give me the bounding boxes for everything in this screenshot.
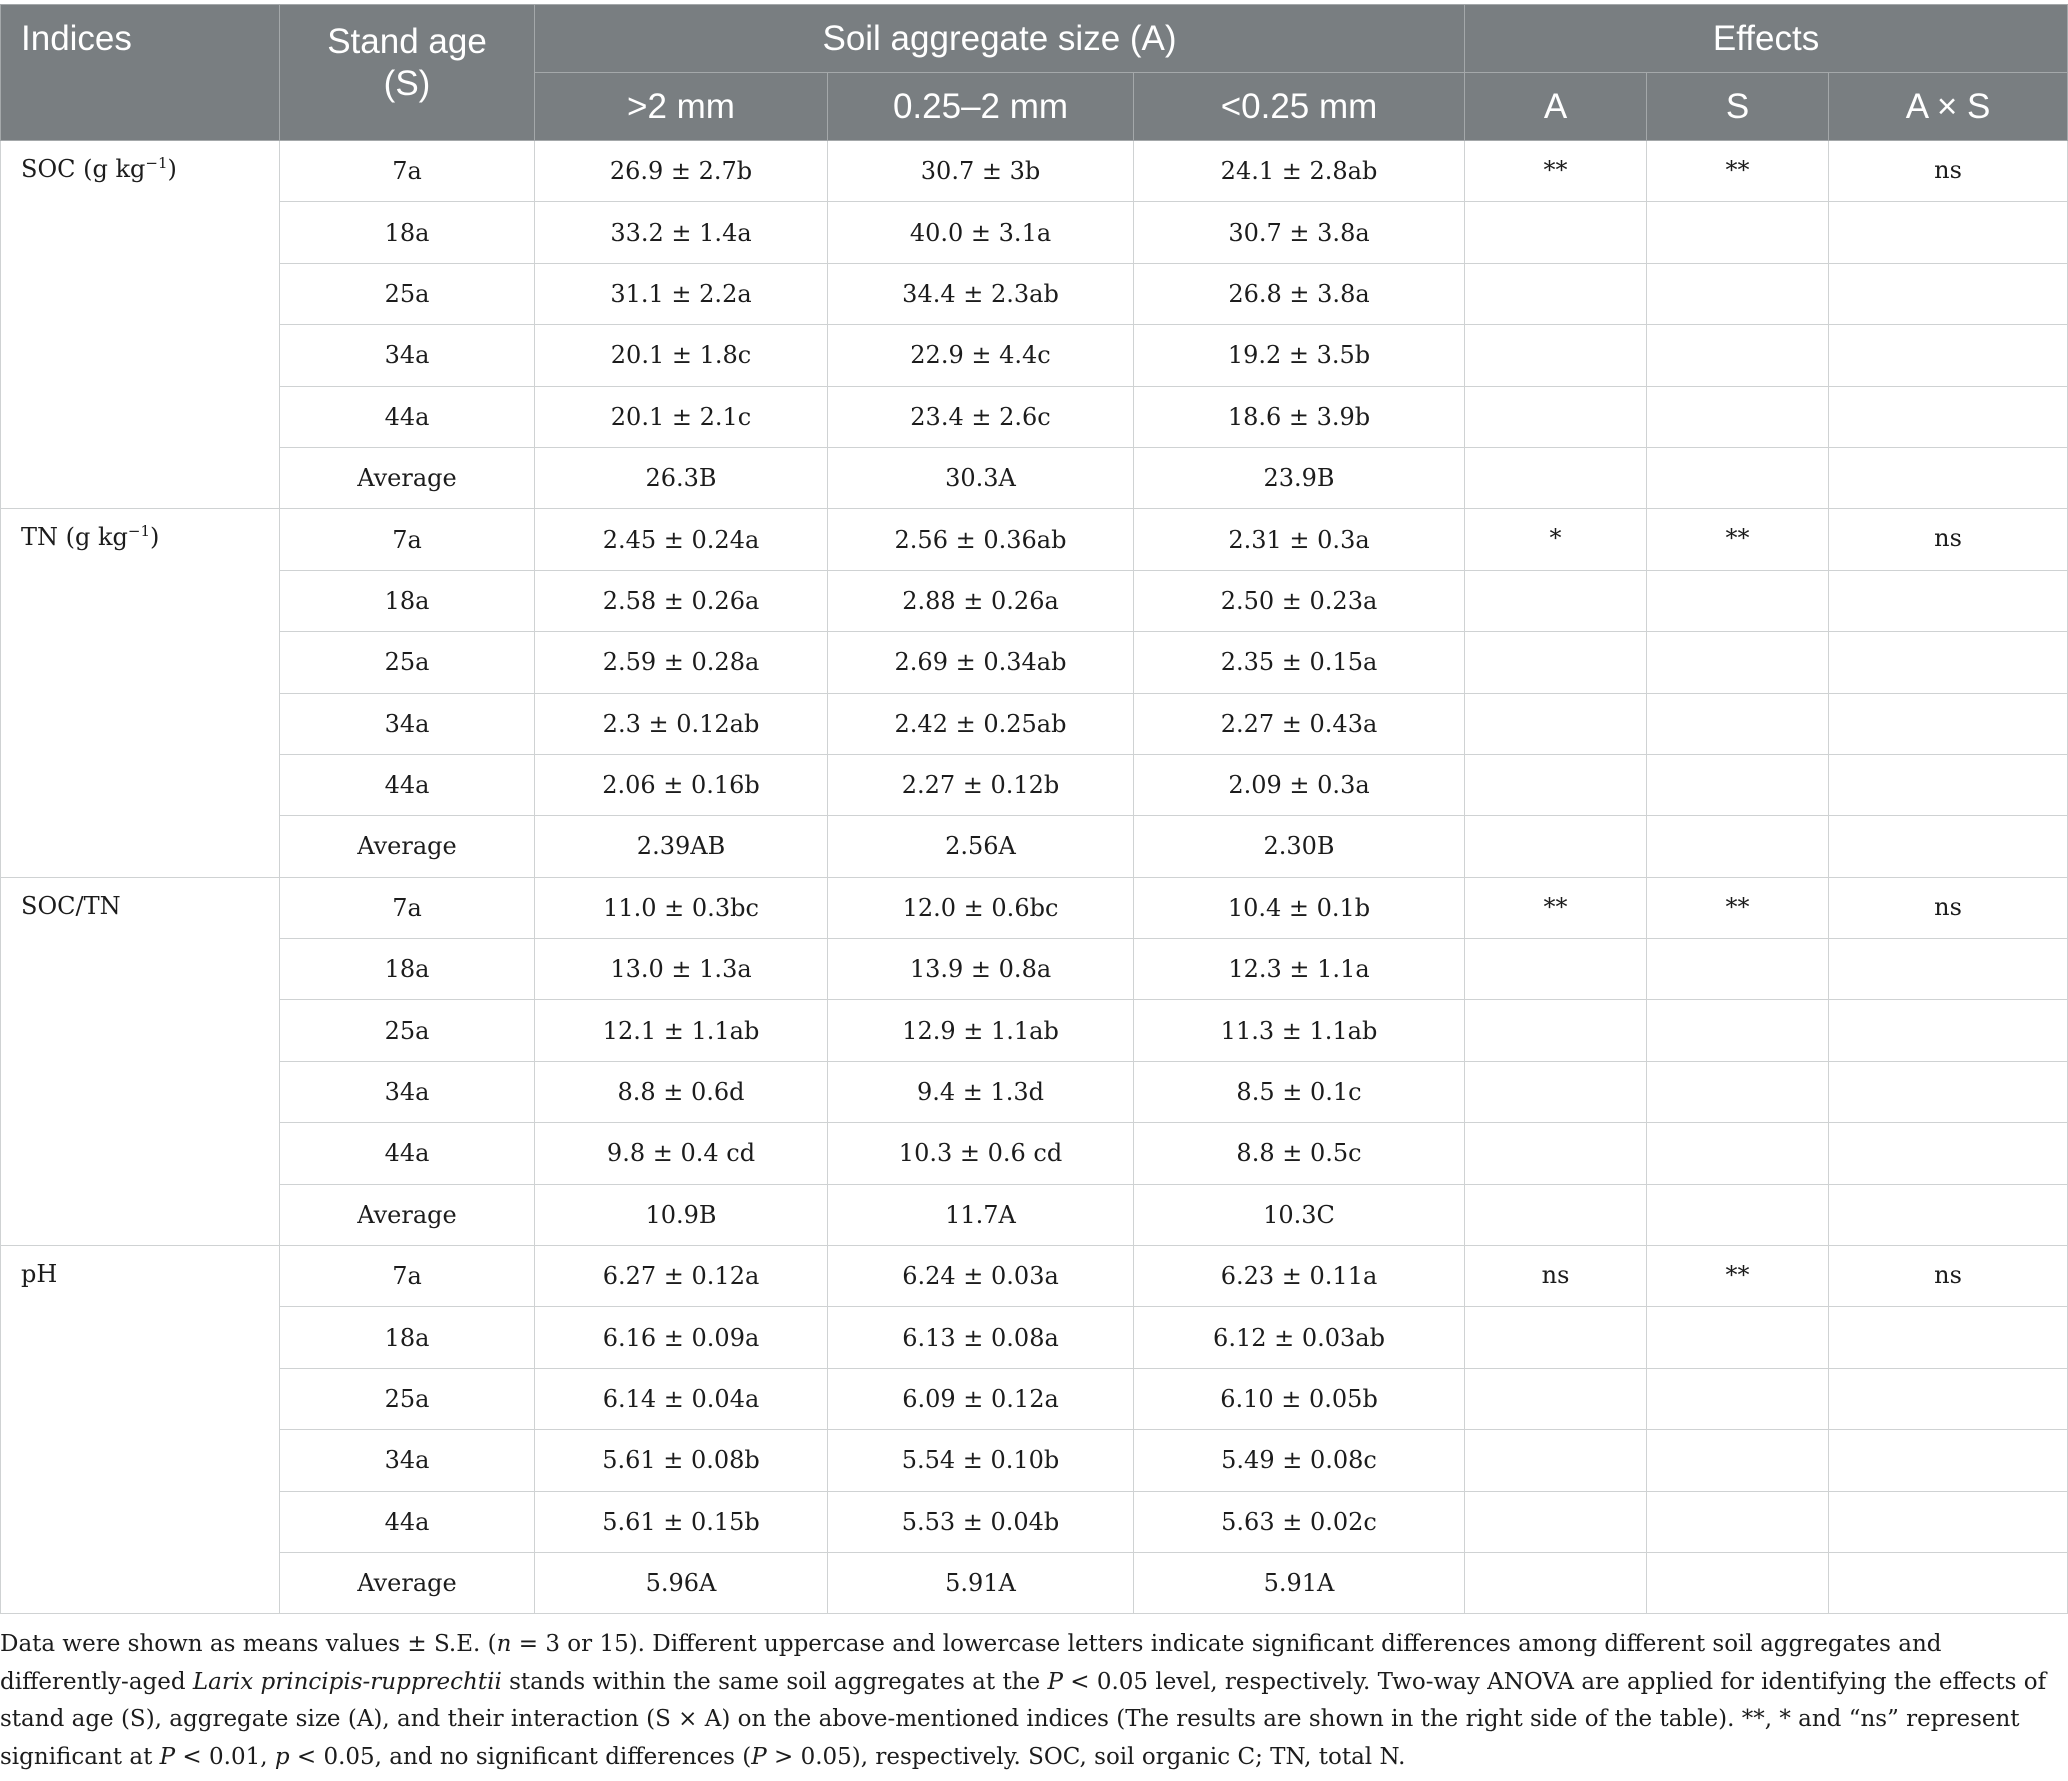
size-header-medium: 0.25–2 mm: [828, 73, 1134, 141]
value-cell: 2.06 ± 0.16b: [535, 754, 828, 815]
effect-cell: [1829, 1184, 2068, 1245]
table-row: [1, 693, 2068, 754]
effect-cell: [1829, 1552, 2068, 1613]
footnote-text: Data were shown as means values ± S.E. (: [0, 1631, 497, 1657]
value-cell: 8.5 ± 0.1c: [1134, 1061, 1465, 1122]
effect-cell: ns: [1829, 877, 2068, 938]
value-cell: 6.12 ± 0.03ab: [1134, 1307, 1465, 1368]
aggregate-size-header: Soil aggregate size (A): [535, 5, 1465, 73]
table-row: [1, 263, 2068, 324]
value-cell: 2.42 ± 0.25ab: [828, 693, 1134, 754]
stand-age-header-line2: (S): [383, 64, 431, 103]
value-cell: 26.8 ± 3.8a: [1134, 263, 1465, 324]
effect-cell: [1829, 1123, 2068, 1184]
effect-cell: [1829, 1491, 2068, 1552]
value-cell: 2.30B: [1134, 816, 1465, 877]
table-row: [1, 1061, 2068, 1122]
index-label: [1, 509, 280, 877]
size-header-small: <0.25 mm: [1134, 73, 1465, 141]
effect-cell: [1647, 1307, 1829, 1368]
effect-cell: [1647, 693, 1829, 754]
index-label: [1, 1246, 280, 1614]
value-cell: 6.10 ± 0.05b: [1134, 1368, 1465, 1429]
value-cell: 31.1 ± 2.2a: [535, 263, 828, 324]
stand-age-cell: Average: [280, 1552, 535, 1613]
value-cell: 2.27 ± 0.12b: [828, 754, 1134, 815]
effect-cell: **: [1465, 877, 1647, 938]
value-cell: 5.61 ± 0.08b: [535, 1430, 828, 1491]
stand-age-cell: 7a: [280, 1246, 535, 1307]
footnote-species: Larix principis-rupprechtii: [192, 1668, 502, 1695]
index-label: [1, 141, 280, 509]
effect-cell: [1465, 754, 1647, 815]
stand-age-cell: Average: [280, 816, 535, 877]
table-row: [1, 632, 2068, 693]
effect-cell: ns: [1829, 141, 2068, 202]
stand-age-header: [280, 5, 535, 141]
value-cell: 13.9 ± 0.8a: [828, 939, 1134, 1000]
stand-age-cell: 34a: [280, 1430, 535, 1491]
value-cell: 30.3A: [828, 447, 1134, 508]
effect-cell: [1829, 754, 2068, 815]
value-cell: 5.49 ± 0.08c: [1134, 1430, 1465, 1491]
table-row: [1, 386, 2068, 447]
table-row: [1, 816, 2068, 877]
effect-cell: [1647, 1123, 1829, 1184]
value-cell: 5.54 ± 0.10b: [828, 1430, 1134, 1491]
value-cell: 5.91A: [828, 1552, 1134, 1613]
value-cell: 2.39AB: [535, 816, 828, 877]
value-cell: 2.09 ± 0.3a: [1134, 754, 1465, 815]
effect-cell: [1465, 632, 1647, 693]
value-cell: 2.59 ± 0.28a: [535, 632, 828, 693]
value-cell: 2.58 ± 0.26a: [535, 570, 828, 631]
value-cell: 8.8 ± 0.5c: [1134, 1123, 1465, 1184]
effect-cell: [1647, 325, 1829, 386]
value-cell: 2.88 ± 0.26a: [828, 570, 1134, 631]
effect-cell: ns: [1465, 1246, 1647, 1307]
footnote-italic: p: [274, 1743, 290, 1770]
stand-age-cell: 7a: [280, 509, 535, 570]
effect-cell: [1829, 202, 2068, 263]
value-cell: 20.1 ± 2.1c: [535, 386, 828, 447]
effect-cell: [1465, 1307, 1647, 1368]
value-cell: 2.56 ± 0.36ab: [828, 509, 1134, 570]
index-label-text: TN (g kg: [21, 523, 128, 552]
value-cell: 20.1 ± 1.8c: [535, 325, 828, 386]
value-cell: 23.9B: [1134, 447, 1465, 508]
effect-header-axs: A × S: [1829, 73, 2068, 141]
table-row: [1, 141, 2068, 202]
footnote-text: > 0.05), respectively. SOC, soil organic C; TN, total N.: [766, 1743, 1406, 1770]
effect-cell: **: [1647, 141, 1829, 202]
value-cell: 30.7 ± 3b: [828, 141, 1134, 202]
effect-cell: [1647, 447, 1829, 508]
stand-age-cell: 25a: [280, 1000, 535, 1061]
value-cell: 6.16 ± 0.09a: [535, 1307, 828, 1368]
stand-age-cell: 18a: [280, 939, 535, 1000]
effect-cell: [1465, 1000, 1647, 1061]
value-cell: 34.4 ± 2.3ab: [828, 263, 1134, 324]
value-cell: 2.3 ± 0.12ab: [535, 693, 828, 754]
value-cell: 5.91A: [1134, 1552, 1465, 1613]
value-cell: 26.9 ± 2.7b: [535, 141, 828, 202]
effect-cell: *: [1465, 509, 1647, 570]
index-label: [1, 877, 280, 1245]
stand-age-cell: 25a: [280, 263, 535, 324]
effect-cell: [1829, 570, 2068, 631]
value-cell: 26.3B: [535, 447, 828, 508]
effect-cell: [1829, 1430, 2068, 1491]
index-label-text: pH: [21, 1260, 58, 1289]
stand-age-cell: 18a: [280, 570, 535, 631]
stand-age-cell: 7a: [280, 141, 535, 202]
effect-cell: [1829, 632, 2068, 693]
index-label-exponent: −1: [145, 154, 168, 172]
table-row: [1, 1307, 2068, 1368]
value-cell: 12.1 ± 1.1ab: [535, 1000, 828, 1061]
effect-cell: [1465, 263, 1647, 324]
value-cell: 6.23 ± 0.11a: [1134, 1246, 1465, 1307]
value-cell: 2.56A: [828, 816, 1134, 877]
table-row: [1, 754, 2068, 815]
value-cell: 6.09 ± 0.12a: [828, 1368, 1134, 1429]
effect-cell: [1647, 939, 1829, 1000]
effect-cell: [1465, 1491, 1647, 1552]
value-cell: 2.27 ± 0.43a: [1134, 693, 1465, 754]
effect-cell: [1829, 1061, 2068, 1122]
index-label-text: SOC (g kg: [21, 155, 146, 183]
value-cell: 5.61 ± 0.15b: [535, 1491, 828, 1552]
effect-cell: [1465, 386, 1647, 447]
value-cell: 11.3 ± 1.1ab: [1134, 1000, 1465, 1061]
size-header-large: >2 mm: [535, 73, 828, 141]
value-cell: 2.45 ± 0.24a: [535, 509, 828, 570]
footnote-italic: P: [159, 1743, 176, 1770]
data-table: [0, 4, 2068, 1614]
effect-cell: **: [1647, 877, 1829, 938]
effect-cell: [1647, 754, 1829, 815]
stand-age-cell: 44a: [280, 386, 535, 447]
table-row: [1, 202, 2068, 263]
stand-age-cell: 7a: [280, 877, 535, 938]
index-label-text: SOC/TN: [21, 891, 121, 920]
footnote-text: = 3 or 15). Different uppercase and lowercase letters indicate significant differences among different soil aggregates and differently-aged: [0, 1631, 1942, 1695]
value-cell: 30.7 ± 3.8a: [1134, 202, 1465, 263]
effect-cell: [1647, 1368, 1829, 1429]
effect-cell: [1829, 1000, 2068, 1061]
effect-cell: [1647, 816, 1829, 877]
value-cell: 12.3 ± 1.1a: [1134, 939, 1465, 1000]
effect-cell: **: [1647, 1246, 1829, 1307]
value-cell: 2.31 ± 0.3a: [1134, 509, 1465, 570]
footnote-text: < 0.05 level, respectively. Two-way ANOVA are applied for identifying the effects of stand age (S), aggregate size (A), and their interaction (S × A) on the above-mentioned indices (The results are shown in the right side of the table). **, * and “ns” represent significant at: [0, 1668, 2047, 1770]
footnote-italic: n: [496, 1631, 512, 1657]
value-cell: 6.24 ± 0.03a: [828, 1246, 1134, 1307]
stand-age-cell: 18a: [280, 202, 535, 263]
effect-cell: [1647, 263, 1829, 324]
effect-cell: [1647, 1061, 1829, 1122]
value-cell: 10.3 ± 0.6 cd: [828, 1123, 1134, 1184]
value-cell: 5.96A: [535, 1552, 828, 1613]
effect-cell: [1465, 939, 1647, 1000]
stand-age-cell: 18a: [280, 1307, 535, 1368]
stand-age-cell: Average: [280, 1184, 535, 1245]
value-cell: 6.14 ± 0.04a: [535, 1368, 828, 1429]
effect-cell: [1465, 1184, 1647, 1245]
effect-cell: [1465, 570, 1647, 631]
table-row: [1, 939, 2068, 1000]
table-row: [1, 447, 2068, 508]
value-cell: 11.7A: [828, 1184, 1134, 1245]
table-row: [1, 1368, 2068, 1429]
effect-cell: [1465, 1061, 1647, 1122]
value-cell: 9.8 ± 0.4 cd: [535, 1123, 828, 1184]
table-row: [1, 877, 2068, 938]
value-cell: 2.50 ± 0.23a: [1134, 570, 1465, 631]
effect-cell: [1829, 263, 2068, 324]
value-cell: 12.0 ± 0.6bc: [828, 877, 1134, 938]
value-cell: 6.27 ± 0.12a: [535, 1246, 828, 1307]
effect-cell: [1465, 816, 1647, 877]
table-row: [1, 1184, 2068, 1245]
stand-age-cell: 44a: [280, 1491, 535, 1552]
effect-header-s: S: [1647, 73, 1829, 141]
value-cell: 5.63 ± 0.02c: [1134, 1491, 1465, 1552]
effect-cell: **: [1647, 509, 1829, 570]
value-cell: 23.4 ± 2.6c: [828, 386, 1134, 447]
value-cell: 2.69 ± 0.34ab: [828, 632, 1134, 693]
stand-age-cell: Average: [280, 447, 535, 508]
stand-age-cell: 34a: [280, 325, 535, 386]
effect-cell: [1829, 325, 2068, 386]
effect-cell: [1465, 1123, 1647, 1184]
effect-cell: [1465, 325, 1647, 386]
stand-age-cell: 34a: [280, 1061, 535, 1122]
value-cell: 10.9B: [535, 1184, 828, 1245]
value-cell: 5.53 ± 0.04b: [828, 1491, 1134, 1552]
value-cell: 10.3C: [1134, 1184, 1465, 1245]
table-row: [1, 570, 2068, 631]
stand-age-cell: 25a: [280, 632, 535, 693]
table-row: [1, 1430, 2068, 1491]
table-body: [1, 141, 2068, 1614]
table-row: [1, 1552, 2068, 1613]
value-cell: 11.0 ± 0.3bc: [535, 877, 828, 938]
effect-cell: [1829, 693, 2068, 754]
table-footnote: [0, 1626, 2050, 1776]
value-cell: 40.0 ± 3.1a: [828, 202, 1134, 263]
table-row: [1, 1000, 2068, 1061]
table-row: [1, 1491, 2068, 1552]
value-cell: 8.8 ± 0.6d: [535, 1061, 828, 1122]
footnote-text: stands within the same soil aggregates at the: [501, 1668, 1048, 1695]
value-cell: 13.0 ± 1.3a: [535, 939, 828, 1000]
effects-header: Effects: [1465, 5, 2068, 73]
effect-cell: [1465, 447, 1647, 508]
effect-cell: ns: [1829, 509, 2068, 570]
value-cell: 6.13 ± 0.08a: [828, 1307, 1134, 1368]
effect-cell: [1647, 1430, 1829, 1491]
effect-cell: [1829, 386, 2068, 447]
footnote-italic: P: [751, 1743, 767, 1770]
value-cell: 19.2 ± 3.5b: [1134, 325, 1465, 386]
effect-cell: [1647, 632, 1829, 693]
indices-header: Indices: [1, 5, 280, 141]
index-label-close: ): [150, 523, 160, 552]
effect-cell: [1829, 1307, 2068, 1368]
effect-cell: ns: [1829, 1246, 2068, 1307]
effect-cell: [1465, 202, 1647, 263]
value-cell: 33.2 ± 1.4a: [535, 202, 828, 263]
stand-age-cell: 25a: [280, 1368, 535, 1429]
effect-cell: [1829, 939, 2068, 1000]
effect-cell: **: [1465, 141, 1647, 202]
footnote-italic: P: [1047, 1668, 1063, 1695]
index-label-close: ): [167, 155, 177, 183]
table-row: [1, 1123, 2068, 1184]
effect-cell: [1829, 1368, 2068, 1429]
value-cell: 18.6 ± 3.9b: [1134, 386, 1465, 447]
effect-cell: [1465, 1430, 1647, 1491]
effect-cell: [1647, 202, 1829, 263]
stand-age-header-line1: Stand age: [327, 22, 487, 61]
effect-cell: [1647, 1000, 1829, 1061]
stand-age-cell: 34a: [280, 693, 535, 754]
effect-cell: [1647, 1552, 1829, 1613]
value-cell: 9.4 ± 1.3d: [828, 1061, 1134, 1122]
effect-cell: [1647, 570, 1829, 631]
footnote-text: < 0.01,: [175, 1743, 275, 1770]
effect-cell: [1465, 1368, 1647, 1429]
effect-cell: [1647, 1491, 1829, 1552]
table-row: [1, 325, 2068, 386]
table-header: [1, 5, 2068, 141]
effect-cell: [1647, 386, 1829, 447]
index-label-exponent: −1: [127, 522, 151, 541]
effect-cell: [1465, 693, 1647, 754]
effect-cell: [1647, 1184, 1829, 1245]
effect-cell: [1829, 447, 2068, 508]
table-row: [1, 1246, 2068, 1307]
value-cell: 10.4 ± 0.1b: [1134, 877, 1465, 938]
effect-header-a: A: [1465, 73, 1647, 141]
stand-age-cell: 44a: [280, 754, 535, 815]
effect-cell: [1465, 1552, 1647, 1613]
value-cell: 24.1 ± 2.8ab: [1134, 141, 1465, 202]
effect-cell: [1829, 816, 2068, 877]
value-cell: 22.9 ± 4.4c: [828, 325, 1134, 386]
footnote-text: < 0.05, and no significant differences (: [289, 1743, 752, 1770]
value-cell: 2.35 ± 0.15a: [1134, 632, 1465, 693]
table-row: [1, 509, 2068, 570]
value-cell: 12.9 ± 1.1ab: [828, 1000, 1134, 1061]
stand-age-cell: 44a: [280, 1123, 535, 1184]
